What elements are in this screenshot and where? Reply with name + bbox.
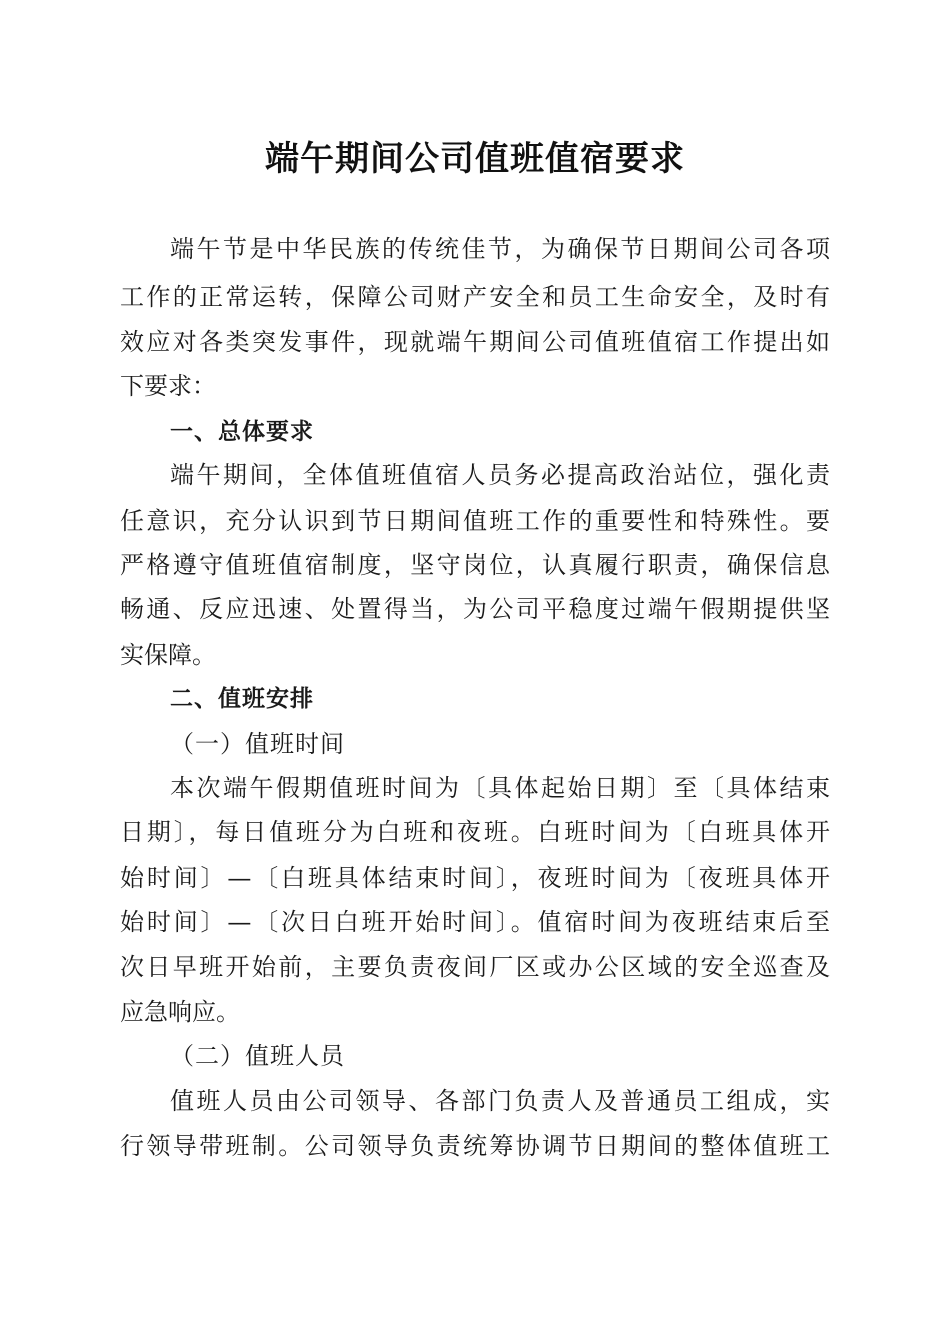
section-1-line-1: 端午期间，全体值班值宿人员务必提高政治站位，强化责 — [170, 461, 830, 489]
section-1-line-2: 任意识，充分认识到节日期间值班工作的重要性和特殊性。要 — [120, 507, 830, 535]
intro-line-4: 下要求： — [120, 372, 216, 400]
section-1-heading: 一、总体要求 — [170, 419, 314, 445]
subsection-1-line-2: 日期〕，每日值班分为白班和夜班。白班时间为〔白班具体开 — [120, 818, 830, 846]
intro-line-2: 工作的正常运转，保障公司财产安全和员工生命安全，及时有 — [120, 283, 830, 311]
section-1-line-3: 严格遵守值班值宿制度，坚守岗位，认真履行职责，确保信息 — [120, 551, 830, 579]
intro-line-3: 效应对各类突发事件，现就端午期间公司值班值宿工作提出如 — [120, 328, 830, 356]
subsection-1-line-6: 应急响应。 — [120, 998, 240, 1026]
subsection-1-line-5: 次日早班开始前，主要负责夜间厂区或办公区域的安全巡查及 — [120, 953, 830, 981]
subsection-1-line-4: 始时间〕—〔次日白班开始时间〕。值宿时间为夜班结束后至 — [120, 908, 830, 936]
subsection-2-line-1: 值班人员由公司领导、各部门负责人及普通员工组成，实 — [170, 1087, 830, 1115]
document-title: 端午期间公司值班值宿要求 — [265, 139, 685, 179]
subsection-1-line-1: 本次端午假期值班时间为〔具体起始日期〕至〔具体结束 — [170, 774, 830, 802]
intro-line-1: 端午节是中华民族的传统佳节，为确保节日期间公司各项 — [170, 235, 830, 263]
subsection-2-heading: （二）值班人员 — [170, 1042, 345, 1070]
subsection-1-heading: （一）值班时间 — [170, 730, 345, 758]
section-1-line-4: 畅通、反应迅速、处置得当，为公司平稳度过端午假期提供坚 — [120, 595, 830, 623]
subsection-1-line-3: 始时间〕—〔白班具体结束时间〕，夜班时间为〔夜班具体开 — [120, 864, 830, 892]
subsection-2-line-2: 行领导带班制。公司领导负责统筹协调节日期间的整体值班工 — [120, 1132, 830, 1160]
section-2-heading: 二、值班安排 — [170, 686, 314, 712]
section-1-line-5: 实保障。 — [120, 641, 216, 669]
